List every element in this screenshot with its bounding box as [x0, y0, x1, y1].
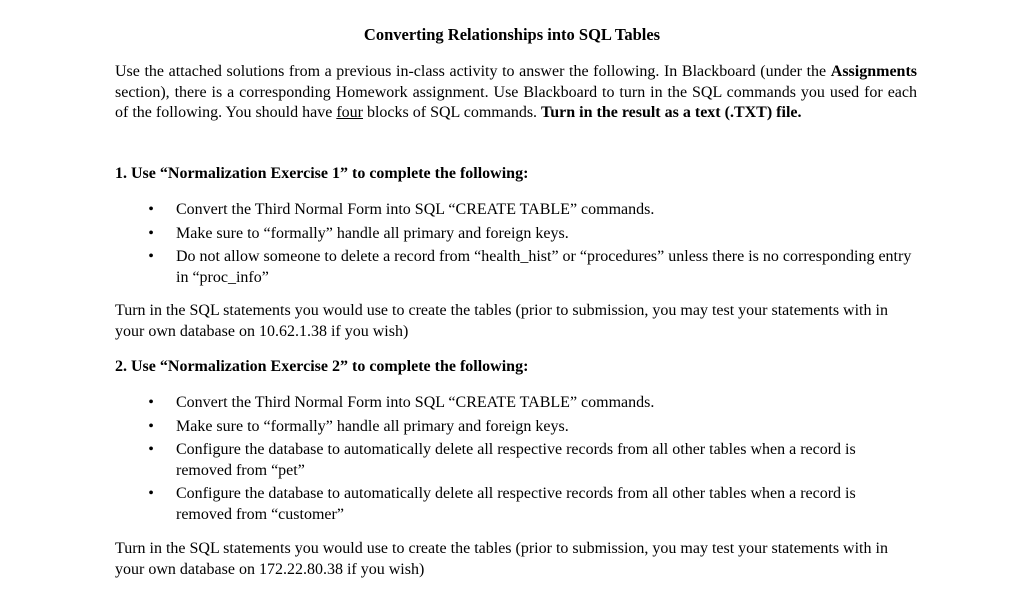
section1-heading: 1. Use “Normalization Exercise 1” to complete the following: [115, 165, 529, 182]
list-item [115, 247, 915, 288]
bullet-icon: • [148, 417, 154, 435]
bullet-icon: • [148, 485, 154, 502]
bullet-icon: • [148, 224, 154, 242]
intro-text-2: section), there is a corresponding Homework assignment. Use Blackboard to turn in the SQL commands you used for each of the following. You should have [115, 83, 917, 121]
list-item [115, 224, 915, 245]
section1-turnin-paragraph: Turn in the SQL statements you would use to create the tables (prior to submission, you may test your statements with in your own database on 10.62.1.38 if you wish) [115, 302, 888, 340]
bullet-icon: • [148, 201, 154, 218]
section2-bullet-4: Configure the database to automatically delete all respective records from all other tables when a record is removed from “customer” [176, 485, 856, 523]
list-item [115, 393, 915, 414]
intro-four-underline: four [336, 104, 363, 121]
intro-turnin-bold: Turn in the result as a text (.TXT) file. [541, 104, 802, 121]
section1-bullet-list [115, 200, 915, 291]
list-item [115, 200, 915, 221]
bullet-icon: • [148, 248, 154, 265]
section1-bullet-3: Do not allow someone to delete a record from “health_hist” or “procedures” unless there is no corresponding entry in “proc_info” [176, 248, 912, 286]
intro-assignments-bold: Assignments [830, 63, 917, 80]
list-item [115, 440, 915, 481]
bullet-icon: • [148, 394, 154, 411]
section1-bullet-1: Convert the Third Normal Form into SQL “CREATE TABLE” commands. [176, 201, 655, 218]
list-item [115, 417, 915, 438]
intro-text-1: Use the attached solutions from a previous in-class activity to answer the following. In Blackboard (under the [115, 63, 831, 80]
document-title: Converting Relationships into SQL Tables [363, 25, 661, 44]
intro-paragraph [115, 62, 917, 124]
bullet-icon: • [148, 441, 154, 458]
section2-bullet-list [115, 393, 915, 528]
section2-bullet-3: Configure the database to automatically delete all respective records from all other tables when a record is removed from “pet” [176, 441, 856, 479]
section2-bullet-1: Convert the Third Normal Form into SQL “CREATE TABLE” commands. [176, 394, 655, 411]
intro-text-3: blocks of SQL commands. [362, 104, 542, 121]
section1-bullet-2: Make sure to “formally” handle all primary and foreign keys. [176, 224, 569, 242]
list-item [115, 484, 915, 525]
section2-bullet-2: Make sure to “formally” handle all primary and foreign keys. [176, 417, 569, 435]
section2-turnin-paragraph: Turn in the SQL statements you would use to create the tables (prior to submission, you may test your statements with in your own database on 172.22.80.38 if you wish) [115, 540, 888, 578]
section2-heading: 2. Use “Normalization Exercise 2” to complete the following: [115, 358, 529, 375]
